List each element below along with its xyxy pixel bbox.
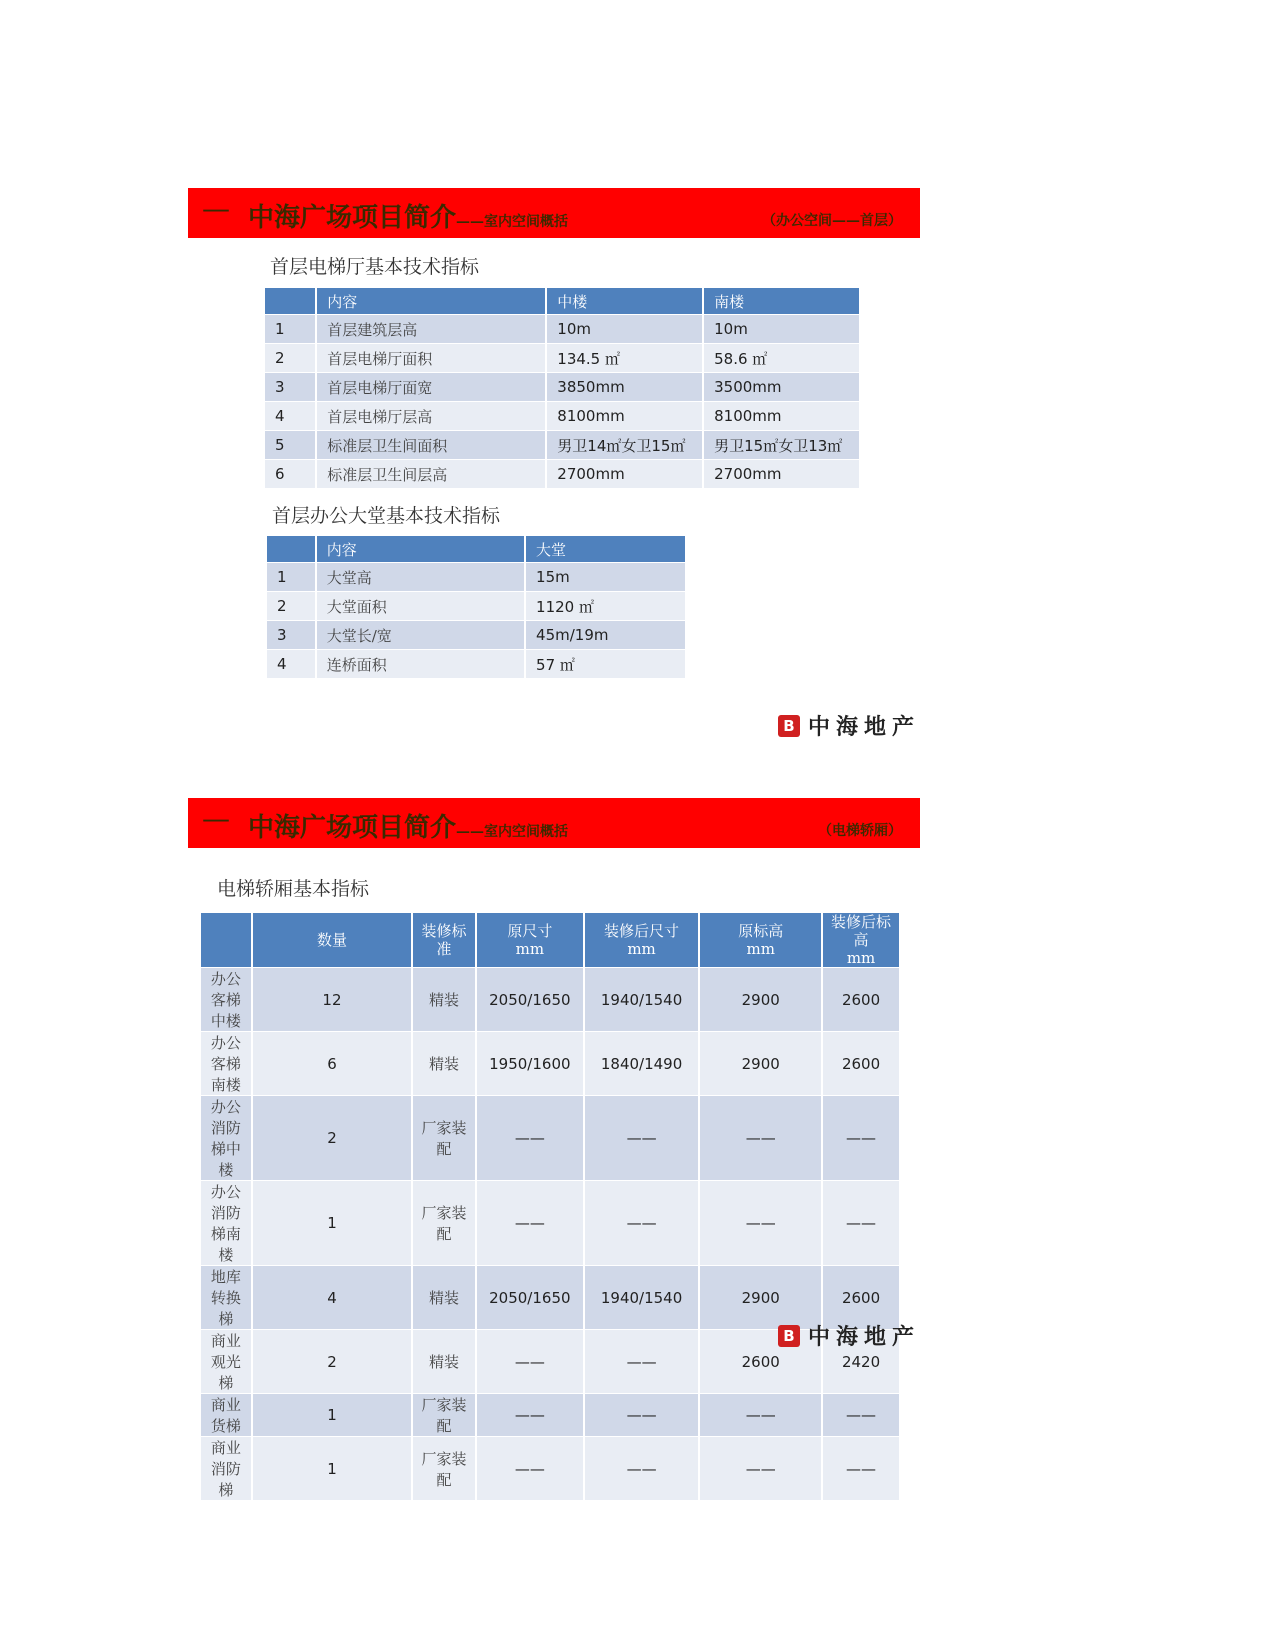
table-cell: 厂家装配 — [412, 1437, 476, 1501]
table-cell: 1 — [252, 1181, 412, 1266]
table-row — [265, 402, 860, 431]
column-header — [252, 913, 412, 968]
banner-title: 中海广场项目简介——室内空间概括 — [248, 813, 569, 843]
column-header-label: 原尺寸 — [507, 922, 553, 940]
table-cell: —— — [584, 1394, 700, 1437]
table-cell: 厂家装配 — [412, 1394, 476, 1437]
table-cell: 1 — [265, 315, 316, 344]
table-row — [267, 621, 686, 650]
column-header — [822, 913, 900, 968]
table-row — [267, 592, 686, 621]
column-header-label: 装修后标高 — [831, 913, 892, 949]
table-cell: 首层电梯厅层高 — [316, 402, 546, 431]
table-cell: —— — [822, 1394, 900, 1437]
table-cell: 男卫15㎡女卫13㎡ — [703, 431, 860, 460]
table-cell: —— — [584, 1330, 700, 1394]
table-header-row — [201, 913, 900, 968]
logo-mark-icon: B — [778, 1325, 800, 1347]
banner-dash: — — [202, 192, 230, 225]
office-lobby-table — [267, 536, 687, 678]
table-cell: 6 — [252, 1032, 412, 1096]
table-row — [201, 968, 900, 1032]
table-row — [265, 373, 860, 402]
table-cell: 2050/1650 — [476, 1266, 584, 1330]
table-cell: 5 — [265, 431, 316, 460]
table-cell: —— — [699, 1437, 822, 1501]
column-header: 大堂 — [525, 536, 686, 563]
column-header-unit: mm — [515, 940, 545, 958]
table-cell: 15m — [525, 563, 686, 592]
table-cell: 精装 — [412, 1330, 476, 1394]
table-header-row — [267, 536, 686, 563]
table-cell: 2600 — [822, 1266, 900, 1330]
table-cell: 2 — [265, 344, 316, 373]
column-header — [267, 536, 316, 563]
banner-right-label: （电梯轿厢） — [818, 823, 902, 839]
column-header: 中楼 — [546, 288, 703, 315]
table-cell: 2600 — [699, 1330, 822, 1394]
table-row — [201, 1032, 900, 1096]
logo-text: 中海地产 — [807, 1324, 920, 1350]
table-cell: 地库转换梯 — [201, 1266, 252, 1330]
table-cell: —— — [584, 1437, 700, 1501]
banner-dash: — — [202, 802, 230, 835]
table-cell: 首层建筑层高 — [316, 315, 546, 344]
table-cell: 连桥面积 — [316, 650, 525, 679]
table-cell: —— — [699, 1181, 822, 1266]
table-cell: 办公客梯中楼 — [201, 968, 252, 1032]
table-cell: 大堂高 — [316, 563, 525, 592]
table-cell: 精装 — [412, 1032, 476, 1096]
banner-subtitle: ——室内空间概括 — [456, 214, 569, 230]
elevator-car-table — [201, 913, 901, 1500]
table-cell: 4 — [252, 1266, 412, 1330]
table-cell: 厂家装配 — [412, 1096, 476, 1181]
column-header: 内容 — [316, 288, 546, 315]
table-cell: 4 — [265, 402, 316, 431]
company-logo — [778, 1320, 920, 1351]
table-cell: 8100mm — [546, 402, 703, 431]
table-cell: 4 — [267, 650, 316, 679]
table-cell: 商业货梯 — [201, 1394, 252, 1437]
table-cell: 商业消防梯 — [201, 1437, 252, 1501]
table-row — [265, 460, 860, 489]
banner-right-label: （办公空间——首层） — [762, 213, 902, 229]
table-cell: 男卫14㎡女卫15㎡ — [546, 431, 703, 460]
table-cell: —— — [476, 1181, 584, 1266]
banner-title: 中海广场项目简介——室内空间概括 — [248, 203, 569, 233]
table-cell: 2420 — [822, 1330, 900, 1394]
banner-subtitle: ——室内空间概括 — [456, 824, 569, 840]
table-cell: 商业观光梯 — [201, 1330, 252, 1394]
table-row — [265, 344, 860, 373]
table-cell: 2050/1650 — [476, 968, 584, 1032]
table-cell: 10m — [546, 315, 703, 344]
table-cell: 3 — [267, 621, 316, 650]
table-cell: 1950/1600 — [476, 1032, 584, 1096]
table-cell: —— — [699, 1394, 822, 1437]
column-header-label: 原标高 — [738, 922, 784, 940]
table-row — [267, 650, 686, 679]
table-cell: 2900 — [699, 1032, 822, 1096]
table-cell: —— — [584, 1096, 700, 1181]
table-cell: 精装 — [412, 1266, 476, 1330]
table-cell: 标准层卫生间面积 — [316, 431, 546, 460]
table-cell: —— — [822, 1096, 900, 1181]
table-cell: 2700mm — [703, 460, 860, 489]
table-cell: 2700mm — [546, 460, 703, 489]
table-cell: 3850mm — [546, 373, 703, 402]
table-cell: —— — [584, 1181, 700, 1266]
table-cell: 45m/19m — [525, 621, 686, 650]
table-cell: 标准层卫生间层高 — [316, 460, 546, 489]
table-cell: —— — [476, 1096, 584, 1181]
column-header — [476, 913, 584, 968]
table-row — [201, 1437, 900, 1501]
table-cell: 首层电梯厅面宽 — [316, 373, 546, 402]
column-header — [699, 913, 822, 968]
table-cell: 2 — [252, 1096, 412, 1181]
table-cell: 2900 — [699, 968, 822, 1032]
table-header-row — [265, 288, 860, 315]
table-cell: 3 — [265, 373, 316, 402]
table-row — [201, 1394, 900, 1437]
table-cell: —— — [699, 1096, 822, 1181]
table-cell: —— — [822, 1181, 900, 1266]
table-cell: 2600 — [822, 968, 900, 1032]
table-cell: 1120 ㎡ — [525, 592, 686, 621]
column-header — [201, 913, 252, 968]
logo-text: 中海地产 — [807, 714, 920, 740]
column-header-label: 数量 — [316, 931, 347, 949]
column-header: 南楼 — [703, 288, 860, 315]
table-row — [267, 563, 686, 592]
table-cell: 1940/1540 — [584, 1266, 700, 1330]
table-cell: 2600 — [822, 1032, 900, 1096]
elevator-hall-section-title: 首层电梯厅基本技术指标 — [270, 256, 480, 278]
column-header-unit: mm — [627, 940, 656, 958]
table-cell: 1840/1490 — [584, 1032, 700, 1096]
table-row — [265, 431, 860, 460]
table-row — [201, 1096, 900, 1181]
table-cell: —— — [476, 1394, 584, 1437]
table-cell: 厂家装配 — [412, 1181, 476, 1266]
slide-office-first-floor — [188, 188, 920, 748]
table-cell: 6 — [265, 460, 316, 489]
table-cell: 1 — [252, 1394, 412, 1437]
table-cell: 大堂面积 — [316, 592, 525, 621]
table-cell: 精装 — [412, 968, 476, 1032]
table-cell: 8100mm — [703, 402, 860, 431]
column-header — [412, 913, 476, 968]
column-header: 内容 — [316, 536, 525, 563]
slide-banner — [188, 798, 920, 848]
table-cell: —— — [476, 1437, 584, 1501]
table-cell: 58.6 ㎡ — [703, 344, 860, 373]
table-cell: 12 — [252, 968, 412, 1032]
column-header-unit: mm — [746, 940, 775, 958]
table-row — [201, 1181, 900, 1266]
column-header-unit: mm — [846, 949, 876, 967]
table-cell: 办公消防梯南楼 — [201, 1181, 252, 1266]
table-cell: 10m — [703, 315, 860, 344]
elevator-hall-table — [265, 288, 861, 488]
table-cell: —— — [822, 1437, 900, 1501]
logo-mark-icon: B — [778, 715, 800, 737]
column-header — [584, 913, 700, 968]
table-cell: 1 — [252, 1437, 412, 1501]
office-lobby-section-title: 首层办公大堂基本技术指标 — [272, 505, 501, 527]
company-logo — [778, 710, 920, 741]
slide-elevator-cars — [188, 798, 920, 1499]
table-cell: 57 ㎡ — [525, 650, 686, 679]
elevator-car-section-title: 电梯轿厢基本指标 — [217, 878, 370, 900]
table-cell: 首层电梯厅面积 — [316, 344, 546, 373]
table-cell: 1940/1540 — [584, 968, 700, 1032]
column-header-label: 装修后尺寸 — [604, 922, 680, 940]
table-cell: 134.5 ㎡ — [546, 344, 703, 373]
slide-banner — [188, 188, 920, 238]
table-row — [265, 315, 860, 344]
table-cell: 2900 — [699, 1266, 822, 1330]
column-header — [265, 288, 316, 315]
table-cell: 1 — [267, 563, 316, 592]
column-header-label: 装修标准 — [421, 922, 467, 958]
table-cell: —— — [476, 1330, 584, 1394]
table-cell: 2 — [252, 1330, 412, 1394]
table-cell: 大堂长/宽 — [316, 621, 525, 650]
table-cell: 办公消防梯中楼 — [201, 1096, 252, 1181]
table-cell: 2 — [267, 592, 316, 621]
table-cell: 办公客梯南楼 — [201, 1032, 252, 1096]
table-cell: 3500mm — [703, 373, 860, 402]
